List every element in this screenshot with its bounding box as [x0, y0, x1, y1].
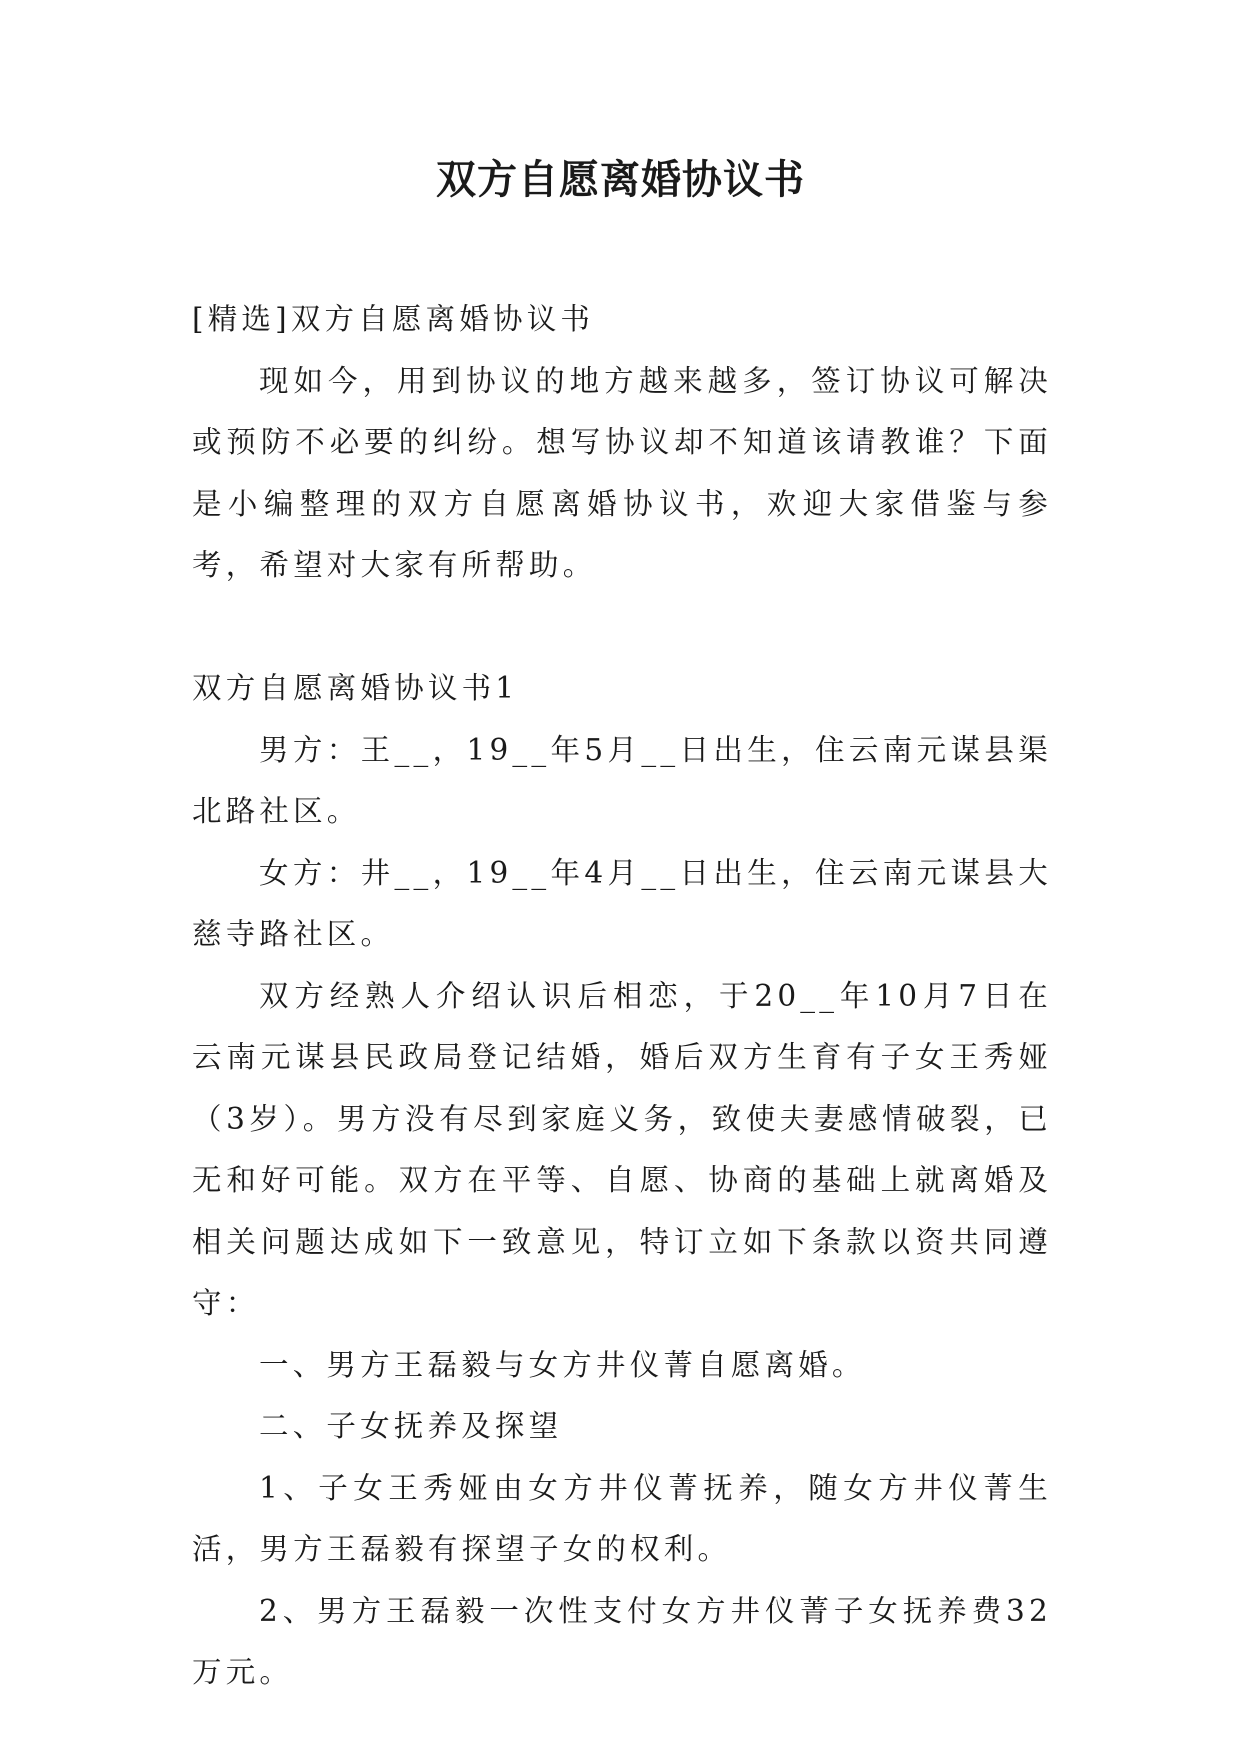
- document-body: [192, 289, 1052, 1704]
- clause-custody-2: 2、男方王磊毅一次性支付女方井仪菁子女抚养费32万元。: [192, 1593, 1052, 1689]
- clause-divorce: 一、男方王磊毅与女方井仪菁自愿离婚。: [259, 1347, 866, 1382]
- clause-custody-heading: 二、子女抚养及探望: [259, 1409, 563, 1443]
- male-party-paragraph: 男方：王__，19__年5月__日出生，住云南元谋县渠北路社区。: [192, 732, 1052, 828]
- clause-custody-1: 1、子女王秀娅由女方井仪菁抚养，随女方井仪菁生活，男方王磊毅有探望子女的权利。: [192, 1470, 1052, 1566]
- female-party-paragraph: 女方：井__，19__年4月__日出生，住云南元谋县大慈寺路社区。: [192, 855, 1052, 951]
- paragraph-gap: [192, 597, 1052, 659]
- section-heading: 双方自愿离婚协议书1: [192, 671, 519, 705]
- intro-paragraph: 现如今，用到协议的地方越来越多，签订协议可解决或预防不必要的纠纷。想写协议却不知道该请教谁？下面是小编整理的双方自愿离婚协议书，欢迎大家借鉴与参考，希望对大家有所帮助。: [192, 363, 1052, 582]
- background-paragraph: 双方经熟人介绍认识后相恋，于20__年10月7日在云南元谋县民政局登记结婚，婚后双方生育有子女王秀娅（3岁）。男方没有尽到家庭义务，致使夫妻感情破裂，已无和好可能。双方在平等、自愿、协商的基础上就离婚及相关问题达成如下一致意见，特订立如下条款以资共同遵守：: [192, 978, 1052, 1320]
- document-title: 双方自愿离婚协议书: [436, 157, 805, 203]
- document-subtitle: [精选]双方自愿离婚协议书: [192, 302, 595, 336]
